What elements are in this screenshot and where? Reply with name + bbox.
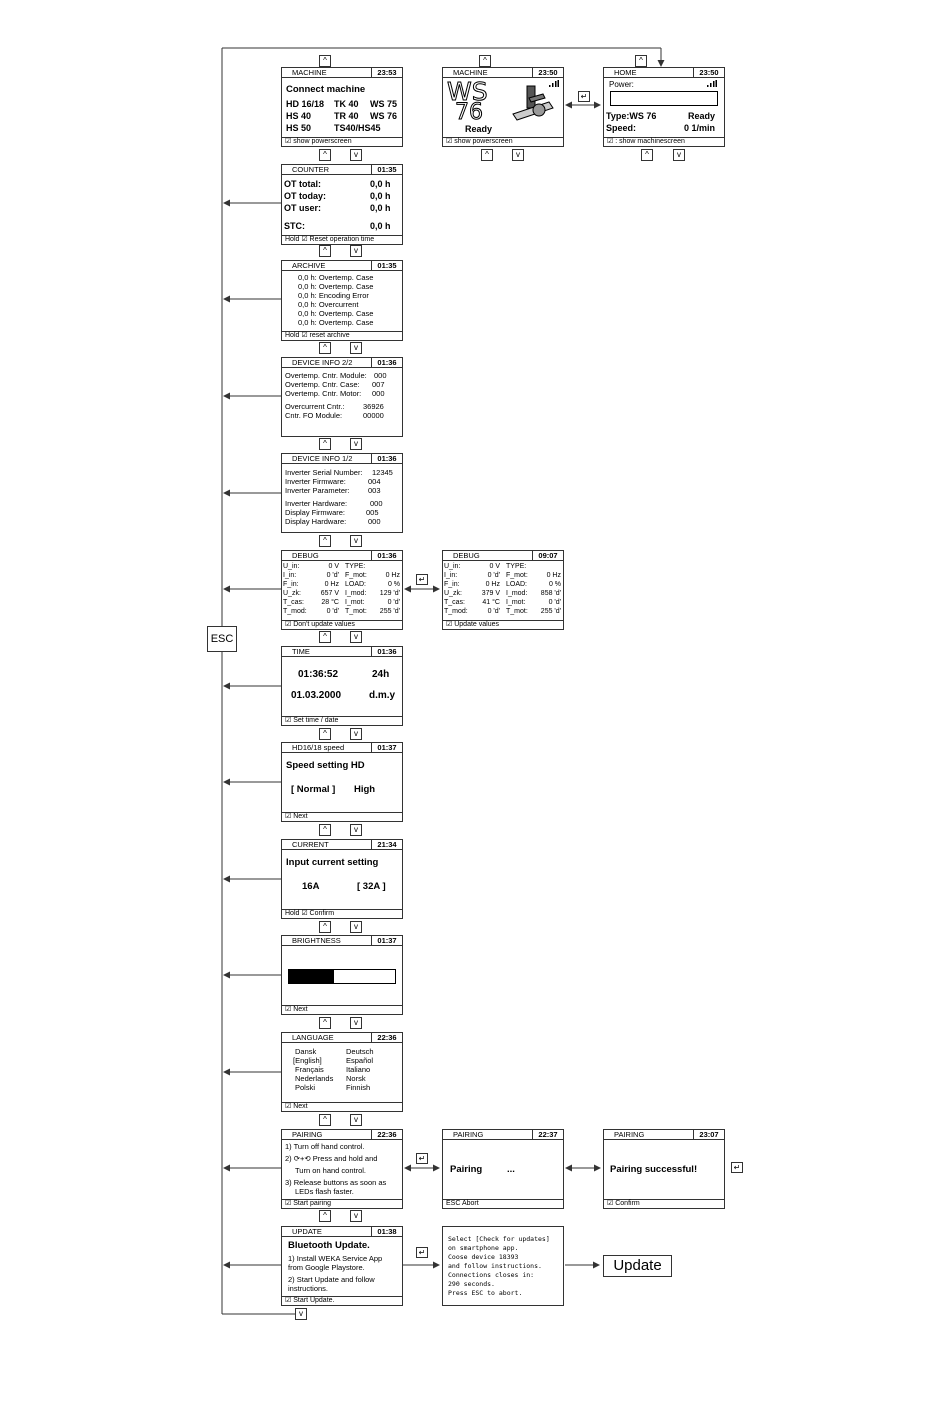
enter-button[interactable]: ↵ xyxy=(578,91,590,102)
debug-value: 255 'd' xyxy=(379,608,400,615)
debug-label: T_cas: xyxy=(283,599,305,606)
screen-header xyxy=(604,1130,724,1140)
screen-time: 09:07 xyxy=(532,551,563,560)
date-format[interactable]: d.m.y xyxy=(369,690,396,701)
signal-icon xyxy=(707,80,717,87)
debug-label: F_in: xyxy=(444,581,460,588)
counter-value: 0,0 h xyxy=(370,179,391,189)
screen-header xyxy=(282,840,402,850)
screen-header xyxy=(443,1130,563,1140)
up-button[interactable]: ^ xyxy=(319,728,331,740)
screen-footer: ESC Abort xyxy=(443,1199,563,1208)
footer-label: show powerscreen xyxy=(293,138,352,145)
info-value: 000 xyxy=(370,499,383,508)
debug-value: 657 V xyxy=(320,590,339,597)
type-label xyxy=(606,112,656,121)
footer-label: Update values xyxy=(454,621,499,628)
up-button[interactable]: ^ xyxy=(319,1114,331,1126)
screen-header xyxy=(604,68,724,78)
info-value: 007 xyxy=(372,380,385,389)
info-value: 36926 xyxy=(363,402,384,411)
debug-value: 0 Hz xyxy=(546,572,561,579)
down-button[interactable]: v xyxy=(350,1114,362,1126)
screen-footer: ☑ Start pairing xyxy=(282,1199,402,1208)
up-button[interactable]: ^ xyxy=(319,438,331,450)
machine-option: HS 50 xyxy=(286,123,312,133)
debug-value: 0 Hz xyxy=(385,572,400,579)
brightness-slider[interactable] xyxy=(288,969,396,984)
screen-header xyxy=(282,454,402,464)
machine-option: HS 40 xyxy=(286,111,312,121)
screen-time: 01:37 xyxy=(371,743,402,752)
info-value: 004 xyxy=(368,477,381,486)
debug-value: 28 °C xyxy=(321,599,339,606)
screen-title: ARCHIVE xyxy=(292,261,326,270)
screen-title: CURRENT xyxy=(292,840,329,849)
down-button[interactable]: v xyxy=(350,1210,362,1222)
debug-value: 0 'd' xyxy=(326,572,339,579)
update-line: 290 seconds. xyxy=(448,1280,495,1288)
language-option[interactable]: Español xyxy=(346,1056,374,1065)
info-value: 00000 xyxy=(363,411,384,420)
type-label-text: Type: xyxy=(606,111,630,121)
info-value: 003 xyxy=(368,486,381,495)
debug-label: T_cas: xyxy=(444,599,466,606)
counter-label: OT total: xyxy=(284,179,321,189)
debug-value: 255 'd' xyxy=(540,608,561,615)
screen-time: 22:36 xyxy=(371,1130,402,1139)
info-label: Overtemp. Cntr. Motor: xyxy=(285,389,362,398)
screen-header xyxy=(282,358,402,368)
language-option[interactable]: [English] xyxy=(293,1056,322,1065)
screen-title: UPDATE xyxy=(292,1227,322,1236)
update-line: on smartphone app. xyxy=(448,1244,519,1252)
debug-label: U_in: xyxy=(283,563,300,570)
debug-value: 0 'd' xyxy=(487,572,500,579)
device-info-1-screen xyxy=(281,453,403,533)
info-label: Inverter Firmware: xyxy=(285,477,346,486)
update-title: Bluetooth Update. xyxy=(288,1240,370,1251)
speed-label: Speed: xyxy=(606,123,637,133)
screen-time: 22:36 xyxy=(371,1033,402,1042)
counter-label: OT today: xyxy=(284,191,326,201)
screen-title: MACHINE xyxy=(453,68,488,77)
machine-option: HD 16/18 xyxy=(286,99,325,109)
debug-value: 0 V xyxy=(489,563,500,570)
footer-label: Abort xyxy=(461,1200,479,1207)
debug-value: 0 Hz xyxy=(485,581,500,588)
up-button[interactable]: ^ xyxy=(635,55,647,67)
update-instruction: from Google Playstore. xyxy=(288,1263,365,1272)
screen-footer: ☑ show powerscreen xyxy=(282,137,402,146)
screen-title: DEVICE INFO 1/2 xyxy=(292,454,353,463)
debug-label: I_mod: xyxy=(506,590,528,597)
power-bar xyxy=(610,91,718,106)
up-button[interactable]: ^ xyxy=(319,1017,331,1029)
screen-footer: Hold ☑ Confirm xyxy=(282,909,402,918)
screen-footer: ☑ Next xyxy=(282,1102,402,1111)
up-button[interactable]: ^ xyxy=(319,55,331,67)
screen-header xyxy=(282,936,402,946)
screen-time: 23:53 xyxy=(371,68,402,77)
debug-label: U_zk: xyxy=(444,590,462,597)
pairing-step: 2) ⟳+⟲ Press and hold and xyxy=(285,1154,378,1163)
language-option[interactable]: Dansk xyxy=(295,1047,317,1056)
info-label: Display Hardware: xyxy=(285,517,347,526)
debug-label: F_mot: xyxy=(506,572,528,579)
pairing-step: Turn on hand control. xyxy=(295,1166,367,1175)
machine-logo: WS xyxy=(447,77,488,106)
clock-format[interactable]: 24h xyxy=(372,669,390,680)
info-value: 000 xyxy=(374,371,387,380)
info-label: Overcurrent Cntr.: xyxy=(285,402,345,411)
archive-item: 0,0 h: Overtemp. Case xyxy=(298,318,374,327)
screen-footer: ☑ Next xyxy=(282,1005,402,1014)
debug-label: I_mot: xyxy=(506,599,526,606)
footer-label: Next xyxy=(293,1103,308,1110)
machine-status: Ready xyxy=(465,124,493,134)
archive-item: 0,0 h: Encoding Error xyxy=(298,291,369,300)
up-button[interactable]: ^ xyxy=(319,342,331,354)
screen-footer: ☑ Update values xyxy=(443,620,563,629)
info-label: Overtemp. Cntr. Case: xyxy=(285,380,360,389)
screen-title: PAIRING xyxy=(614,1130,645,1139)
debug-label: TYPE: xyxy=(345,563,366,570)
home-screen xyxy=(603,67,725,147)
debug-label: T_mot: xyxy=(345,608,367,615)
down-button[interactable]: v xyxy=(673,149,685,161)
debug-label: T_mod: xyxy=(283,608,307,615)
screen-footer: ☑ Don't update values xyxy=(282,620,402,629)
debug-label: I_in: xyxy=(283,572,297,579)
screen-footer: ☑ Next xyxy=(282,812,402,821)
screen-title: TIME xyxy=(292,647,310,656)
brightness-screen xyxy=(281,935,403,1015)
brightness-fill xyxy=(289,970,334,983)
debug-value: 0 'd' xyxy=(548,599,561,606)
machine-option: TR 40 xyxy=(334,111,359,121)
down-button[interactable]: v xyxy=(350,824,362,836)
down-button[interactable]: v xyxy=(350,535,362,547)
update-line: Select [Check for updates] xyxy=(448,1235,550,1243)
type-value: WS 76 xyxy=(629,111,657,121)
counter-screen xyxy=(281,164,403,245)
screen-title: DEVICE INFO 2/2 xyxy=(292,358,353,367)
screen-header xyxy=(282,647,402,657)
archive-screen xyxy=(281,260,403,341)
up-button[interactable]: ^ xyxy=(319,921,331,933)
update-button[interactable]: Update xyxy=(603,1255,672,1277)
debug-value: 0 % xyxy=(548,581,561,588)
pairing-success-screen xyxy=(603,1129,725,1209)
down-button[interactable]: v xyxy=(512,149,524,161)
screen-time: 01:36 xyxy=(371,647,402,656)
debug-label: I_mot: xyxy=(345,599,365,606)
archive-item: 0,0 h: Overtemp. Case xyxy=(298,273,374,282)
screen-time: 01:36 xyxy=(371,454,402,463)
screen-header xyxy=(282,1130,402,1140)
screen-footer: Hold ☑ reset archive xyxy=(282,331,402,340)
debug-value: 0 % xyxy=(387,581,400,588)
archive-item: 0,0 h: Overcurrent xyxy=(298,300,359,309)
info-value: 12345 xyxy=(372,468,393,477)
debug-value: 129 'd' xyxy=(379,590,400,597)
machine-option: WS 75 xyxy=(370,99,398,109)
pairing-step: 1) Turn off hand control. xyxy=(285,1142,365,1151)
screen-title: DEBUG xyxy=(292,551,319,560)
info-value: 000 xyxy=(372,389,385,398)
current-option-16a[interactable]: 16A xyxy=(302,881,320,892)
screen-header xyxy=(443,551,563,561)
esc-button[interactable]: ESC xyxy=(207,626,237,652)
update-line: and follow instructions. xyxy=(448,1262,542,1270)
language-screen xyxy=(281,1032,403,1112)
footer-label: Don't update values xyxy=(293,621,355,628)
info-label: Inverter Hardware: xyxy=(285,499,348,508)
debug-label: I_mod: xyxy=(345,590,367,597)
debug-label: T_mot: xyxy=(506,608,528,615)
up-button[interactable]: ^ xyxy=(641,149,653,161)
debug-value: 41 °C xyxy=(482,599,500,606)
info-label: Cntr. FO Module: xyxy=(285,411,343,420)
archive-item: 0,0 h: Overtemp. Case xyxy=(298,282,374,291)
down-button[interactable]: v xyxy=(295,1308,307,1320)
counter-value: 0,0 h xyxy=(370,191,391,201)
screen-title: BRIGHTNESS xyxy=(292,936,341,945)
screen-header xyxy=(282,68,402,78)
update-instructions-screen xyxy=(442,1226,564,1306)
screen-footer: ☑ Confirm xyxy=(604,1199,724,1208)
language-option[interactable]: Français xyxy=(295,1065,324,1074)
pairing-dots: ... xyxy=(507,1164,515,1175)
screen-time: 22:37 xyxy=(532,1130,563,1139)
current-option-32a[interactable]: [ 32A ] xyxy=(357,881,386,892)
language-option[interactable]: Nederlands xyxy=(295,1074,334,1083)
down-button[interactable]: v xyxy=(350,1017,362,1029)
machine-logo: 76 xyxy=(455,100,483,125)
screen-time: 21:34 xyxy=(371,840,402,849)
screen-footer: ☑ Start Update. xyxy=(282,1296,402,1305)
screen-time: 23:50 xyxy=(532,68,563,77)
archive-item: 0,0 h: Overtemp. Case xyxy=(298,309,374,318)
screen-title: HD16/18 speed xyxy=(292,743,345,752)
pairing-progress-screen xyxy=(442,1129,564,1209)
machine-title: Connect machine xyxy=(286,84,366,95)
language-option[interactable]: Italiano xyxy=(346,1065,371,1074)
debug-value: 0 'd' xyxy=(387,599,400,606)
update-line: Coose device 18393 xyxy=(448,1253,519,1261)
debug-value: 858 'd' xyxy=(540,590,561,597)
speed-value: 0 1/min xyxy=(684,123,716,133)
debug-value: 0 Hz xyxy=(324,581,339,588)
footer-label: Next xyxy=(293,1006,308,1013)
screen-time: 01:37 xyxy=(371,936,402,945)
footer-label: Set time / date xyxy=(293,717,339,724)
machine-option: TS40/HS45 xyxy=(334,123,381,133)
debug-update-screen xyxy=(442,550,564,630)
screen-header xyxy=(282,1033,402,1043)
footer-label: Start pairing xyxy=(293,1200,331,1207)
pairing-screen xyxy=(281,1129,403,1209)
info-label: Display Firmware: xyxy=(285,508,346,517)
speed-title: Speed setting HD xyxy=(286,760,365,771)
update-instruction: 2) Start Update and follow xyxy=(288,1275,375,1284)
down-button[interactable]: v xyxy=(350,728,362,740)
screen-footer: Hold ☑ Reset operation time xyxy=(282,235,402,244)
up-button[interactable]: ^ xyxy=(319,631,331,643)
debug-values xyxy=(283,563,401,617)
language-option[interactable]: Norsk xyxy=(346,1074,366,1083)
update-screen xyxy=(281,1226,403,1306)
pairing-success: Pairing successful! xyxy=(610,1164,698,1175)
pairing-step: 3) Release buttons as soon as xyxy=(285,1178,387,1187)
debug-label: U_in: xyxy=(444,563,461,570)
screen-header xyxy=(282,743,402,753)
screen-time: 01:35 xyxy=(371,165,402,174)
screen-header xyxy=(282,551,402,561)
down-button[interactable]: v xyxy=(350,342,362,354)
language-option[interactable]: Polski xyxy=(295,1083,316,1092)
machine-power-screen xyxy=(442,67,564,147)
up-button[interactable]: ^ xyxy=(481,149,493,161)
pairing-step: LEDs flash faster. xyxy=(295,1187,354,1196)
machine-option: WS 76 xyxy=(370,111,398,121)
enter-button[interactable]: ↵ xyxy=(416,1247,428,1258)
home-status: Ready xyxy=(688,111,716,121)
screen-time: 01:38 xyxy=(371,1227,402,1236)
enter-button[interactable]: ↵ xyxy=(416,1153,428,1164)
down-button[interactable]: v xyxy=(350,149,362,161)
language-option[interactable]: Finnish xyxy=(346,1083,371,1092)
debug-value: 0 'd' xyxy=(326,608,339,615)
footer-label: show powerscreen xyxy=(454,138,513,145)
info-label: Overtemp. Cntr. Module: xyxy=(285,371,367,380)
machine-option: TK 40 xyxy=(334,99,359,109)
screen-header xyxy=(282,165,402,175)
update-line: Connections closes in: xyxy=(448,1271,535,1279)
update-instruction: instructions. xyxy=(288,1284,329,1293)
down-button[interactable]: v xyxy=(350,921,362,933)
debug-value: 0 V xyxy=(328,563,339,570)
current-screen xyxy=(281,839,403,919)
screen-title: DEBUG xyxy=(453,551,480,560)
screen-header xyxy=(282,261,402,271)
up-button[interactable]: ^ xyxy=(319,535,331,547)
debug-label: F_in: xyxy=(283,581,299,588)
device-info-2-screen xyxy=(281,357,403,437)
footer-label: Next xyxy=(293,813,308,820)
screen-time: 23:07 xyxy=(693,1130,724,1139)
pairing-status: Pairing xyxy=(450,1164,483,1175)
info-label: Inverter Parameter: xyxy=(285,486,350,495)
down-button[interactable]: v xyxy=(350,245,362,257)
current-title: Input current setting xyxy=(286,857,379,868)
screen-title: PAIRING xyxy=(453,1130,484,1139)
info-value: 005 xyxy=(366,508,379,517)
screen-footer: ☑ show powerscreen xyxy=(443,137,563,146)
debug-label: F_mot: xyxy=(345,572,367,579)
enter-button[interactable]: ↵ xyxy=(731,1162,743,1173)
date-value[interactable]: 01.03.2000 xyxy=(291,690,342,701)
update-instruction: 1) Install WEKA Service App xyxy=(288,1254,383,1263)
footer-label: Start Update. xyxy=(293,1297,335,1304)
screen-header xyxy=(282,1227,402,1237)
clock-value[interactable]: 01:36:52 xyxy=(298,669,339,680)
machine-tool-icon xyxy=(509,84,559,126)
up-button[interactable]: ^ xyxy=(319,245,331,257)
stc-value: 0,0 h xyxy=(370,221,391,231)
debug-label: T_mod: xyxy=(444,608,468,615)
update-line: Press ESC to abort. xyxy=(448,1289,523,1297)
speed-option-high[interactable]: High xyxy=(354,784,376,795)
info-label: Inverter Serial Number: xyxy=(285,468,363,477)
screen-title: COUNTER xyxy=(292,165,330,174)
screen-title: MACHINE xyxy=(292,68,327,77)
debug-label: TYPE: xyxy=(506,563,527,570)
screen-time: 23:50 xyxy=(693,68,724,77)
down-button[interactable]: v xyxy=(350,631,362,643)
up-button[interactable]: ^ xyxy=(479,55,491,67)
info-value: 000 xyxy=(368,517,381,526)
debug-label: I_in: xyxy=(444,572,458,579)
screen-time: 01:36 xyxy=(371,358,402,367)
up-button[interactable]: ^ xyxy=(319,149,331,161)
time-screen xyxy=(281,646,403,726)
screen-footer: ☑ : show machinescreen xyxy=(604,137,724,146)
machine-screen xyxy=(281,67,403,147)
counter-label: OT user: xyxy=(284,203,322,213)
debug-label: U_zk: xyxy=(283,590,301,597)
language-option[interactable]: Deutsch xyxy=(346,1047,374,1056)
screen-footer: ☑ Set time / date xyxy=(282,716,402,725)
speed-option-normal[interactable]: [ Normal ] xyxy=(291,784,336,795)
debug-value: 0 'd' xyxy=(487,608,500,615)
speed-screen xyxy=(281,742,403,822)
screen-time: 01:36 xyxy=(371,551,402,560)
stc-label: STC: xyxy=(284,221,305,231)
enter-button[interactable]: ↵ xyxy=(416,574,428,585)
footer-label: : show machinescreen xyxy=(615,138,685,145)
debug-screen xyxy=(281,550,403,630)
screen-title: HOME xyxy=(614,68,637,77)
power-label: Power: xyxy=(609,80,634,89)
counter-value: 0,0 h xyxy=(370,203,391,213)
screen-title: PAIRING xyxy=(292,1130,323,1139)
debug-value: 379 V xyxy=(481,590,500,597)
debug-values xyxy=(444,563,562,617)
debug-label: LOAD: xyxy=(506,581,528,588)
down-button[interactable]: v xyxy=(350,438,362,450)
footer-label: Confirm xyxy=(615,1200,640,1207)
debug-label: LOAD: xyxy=(345,581,367,588)
up-button[interactable]: ^ xyxy=(319,1210,331,1222)
screen-time: 01:35 xyxy=(371,261,402,270)
screen-title: LANGUAGE xyxy=(292,1033,334,1042)
up-button[interactable]: ^ xyxy=(319,824,331,836)
